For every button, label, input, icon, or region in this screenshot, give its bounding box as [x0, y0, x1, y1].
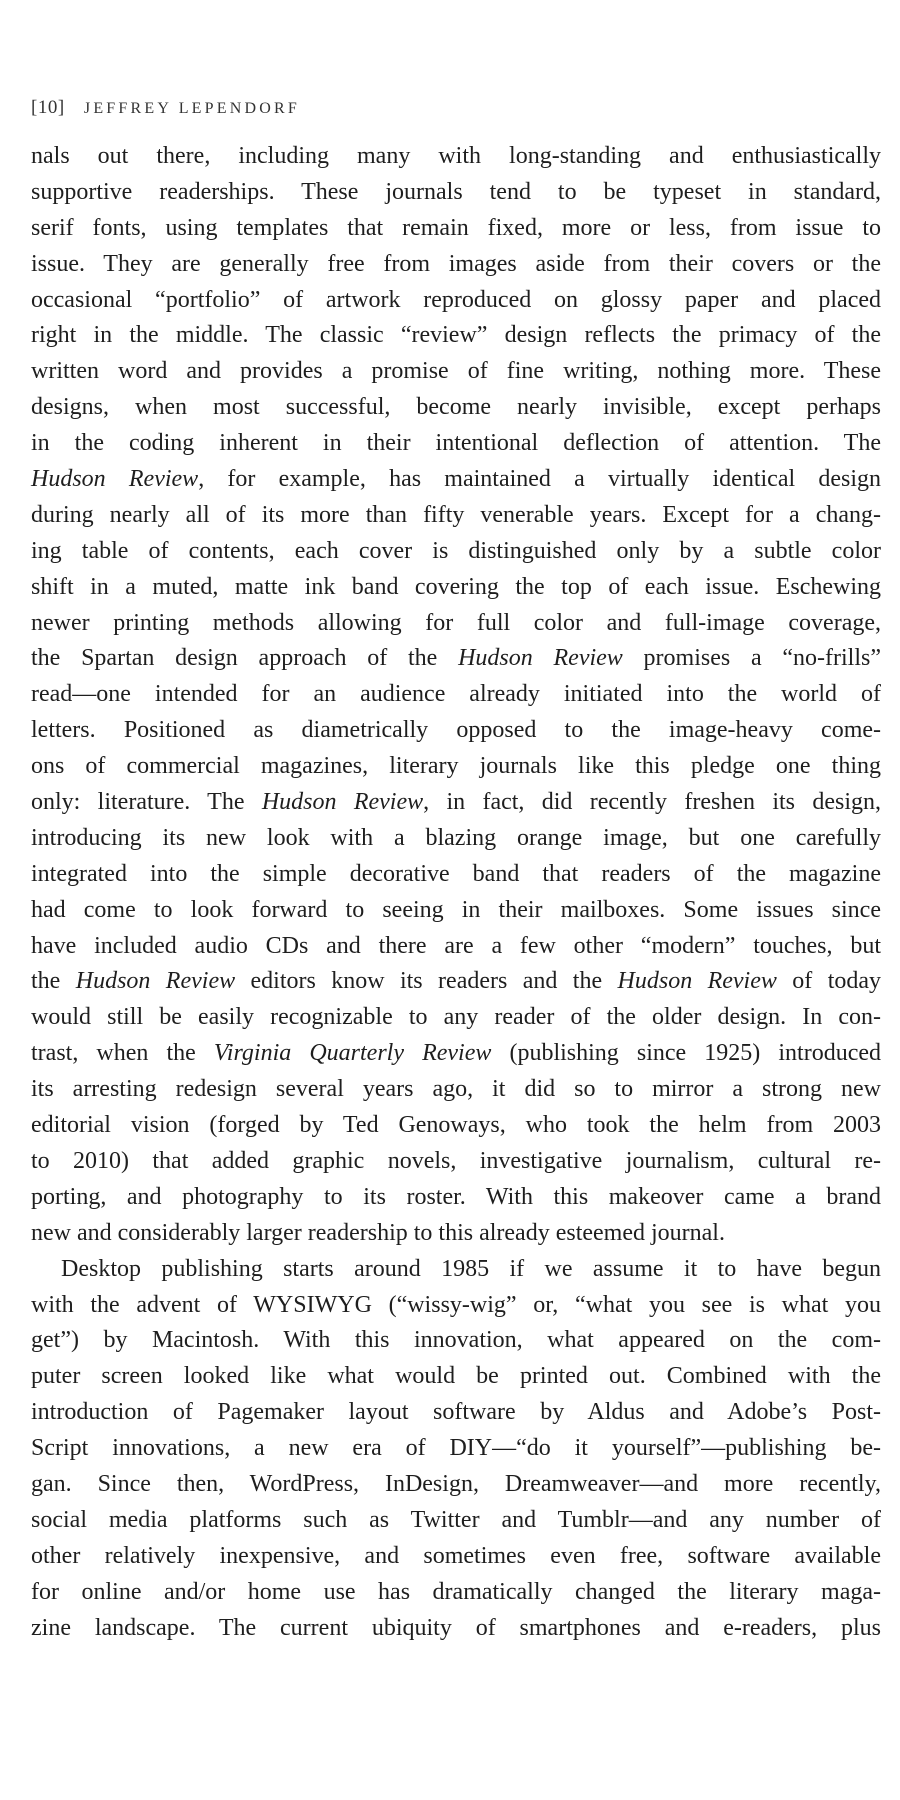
running-head-author: JEFFREY LEPENDORF [83, 100, 300, 117]
text-run: new and considerably larger readership to this already esteemed journal. [31, 1219, 725, 1246]
text-run: gan. Since then, WordPress, InDesign, Dreamweaver—and more recently, [31, 1470, 881, 1497]
text-run: nals out there, including many with long-standing and enthusiastically [31, 143, 881, 169]
text-line [31, 1503, 881, 1539]
text-line [31, 1359, 881, 1395]
text-line [31, 1539, 881, 1575]
text-run: editors know its readers and the [235, 968, 618, 995]
italic-title: Hudson Review [75, 968, 236, 995]
text-run: would still be easily recognizable to any reader of the older design. In con- [31, 1004, 881, 1031]
italic-title: Virginia Quarterly Review [213, 1040, 492, 1067]
text-run: Desktop publishing starts around 1985 if we assume it to have begun [61, 1255, 881, 1282]
text-line [31, 749, 881, 785]
text-run: ons of commercial magazines, literary journals like this pledge one thing [31, 753, 881, 780]
text-run: the [31, 968, 76, 995]
text-run: letters. Positioned as diametrically opposed to the image-heavy come- [31, 717, 881, 744]
text-line [31, 785, 881, 821]
text-run: editorial vision (forged by Ted Genoways, who took the helm from 2003 [31, 1112, 881, 1139]
text-line [31, 1108, 881, 1144]
running-head [31, 97, 300, 119]
text-run: only: literature. The [31, 789, 262, 816]
text-run: had come to look forward to seeing in their mailboxes. Some issues since [31, 896, 881, 923]
text-line [31, 534, 881, 570]
text-run: other relatively inexpensive, and sometimes even free, software available [31, 1542, 881, 1569]
text-line [31, 354, 881, 390]
text-run: social media platforms such as Twitter and Tumblr—and any number of [31, 1506, 881, 1533]
text-line [31, 1216, 881, 1252]
text-run: occasional “portfolio” of artwork reproduced on glossy paper and placed [31, 286, 881, 313]
text-line [31, 139, 881, 175]
text-line [31, 1252, 881, 1288]
text-line [31, 462, 881, 498]
text-line [31, 1000, 881, 1036]
text-run: its arresting redesign several years ago, it did so to mirror a strong new [31, 1076, 881, 1103]
text-line [31, 318, 881, 354]
text-line [31, 390, 881, 426]
text-run: to 2010) that added graphic novels, investigative journalism, cultural re- [31, 1147, 881, 1174]
text-line [31, 1467, 881, 1503]
text-run: introduction of Pagemaker layout software by Aldus and Adobe’s Post- [31, 1399, 881, 1426]
text-run: issue. They are generally free from images aside from their covers or the [31, 250, 881, 277]
text-run: get”) by Macintosh. With this innovation, what appeared on the com- [31, 1327, 881, 1354]
text-line [31, 964, 881, 1000]
italic-title: Hudson Review [31, 466, 199, 493]
text-run: during nearly all of its more than fifty venerable years. Except for a chang- [31, 501, 881, 528]
text-run: promises a “no-frills” [622, 645, 881, 672]
text-line [31, 283, 881, 319]
text-line [31, 1611, 881, 1647]
italic-title: Hudson Review [261, 789, 424, 816]
text-line [31, 1180, 881, 1216]
text-line [31, 893, 881, 929]
text-run: designs, when most successful, become nearly invisible, except perhaps [31, 394, 881, 421]
body-text [31, 139, 881, 1646]
text-line [31, 498, 881, 534]
text-line [31, 1395, 881, 1431]
text-run: integrated into the simple decorative band that readers of the magazine [31, 860, 881, 887]
text-run: ing table of contents, each cover is distinguished only by a subtle color [31, 537, 881, 564]
text-run: porting, and photography to its roster. With this makeover came a brand [31, 1183, 881, 1210]
text-run: with the advent of WYSIWYG (“wissy-wig” or, “what you see is what you [31, 1291, 881, 1318]
text-run: for online and/or home use has dramatically changed the literary maga- [31, 1578, 881, 1605]
text-run: serif fonts, using templates that remain fixed, more or less, from issue to [31, 214, 881, 241]
italic-title: Hudson Review [617, 968, 777, 995]
text-run: , for example, has maintained a virtually identical design [198, 466, 882, 493]
text-run: in the coding inherent in their intentional deflection of attention. The [31, 430, 881, 457]
text-line [31, 570, 881, 606]
text-run: (publishing since 1925) introduced [491, 1040, 882, 1067]
text-run: right in the middle. The classic “review” design reflects the primacy of the [31, 322, 881, 349]
text-line [31, 1144, 881, 1180]
text-run: of today [776, 968, 882, 995]
page-number: [10] [31, 97, 65, 118]
text-run: , in fact, did recently freshen its design, [423, 789, 881, 816]
text-run: the Spartan design approach of the [31, 645, 459, 672]
text-line [31, 426, 881, 462]
text-run: trast, when the [31, 1040, 214, 1067]
text-line [31, 1288, 881, 1324]
text-line [31, 1036, 881, 1072]
text-line [31, 247, 881, 283]
text-line [31, 857, 881, 893]
text-line [31, 677, 881, 713]
text-run: Script innovations, a new era of DIY—“do it yourself”—publishing be- [31, 1435, 881, 1462]
text-line [31, 641, 881, 677]
text-line [31, 1575, 881, 1611]
text-line [31, 211, 881, 247]
italic-title: Hudson Review [458, 645, 623, 672]
text-line [31, 1323, 881, 1359]
text-line [31, 175, 881, 211]
text-run: read—one intended for an audience already initiated into the world of [31, 681, 881, 708]
text-line [31, 1431, 881, 1467]
text-line [31, 821, 881, 857]
text-run: puter screen looked like what would be printed out. Combined with the [31, 1363, 881, 1390]
text-run: newer printing methods allowing for full color and full-image coverage, [31, 609, 881, 636]
text-run: shift in a muted, matte ink band covering the top of each issue. Eschewing [31, 573, 881, 600]
text-line [31, 606, 881, 642]
text-line [31, 1072, 881, 1108]
text-run: have included audio CDs and there are a few other “modern” touches, but [31, 932, 881, 959]
text-run: introducing its new look with a blazing orange image, but one carefully [31, 824, 881, 851]
text-run: written word and provides a promise of fine writing, nothing more. These [31, 358, 881, 385]
text-line [31, 929, 881, 965]
text-line [31, 713, 881, 749]
text-run: zine landscape. The current ubiquity of smartphones and e-readers, plus [31, 1614, 881, 1641]
text-run: supportive readerships. These journals tend to be typeset in standard, [31, 178, 881, 205]
